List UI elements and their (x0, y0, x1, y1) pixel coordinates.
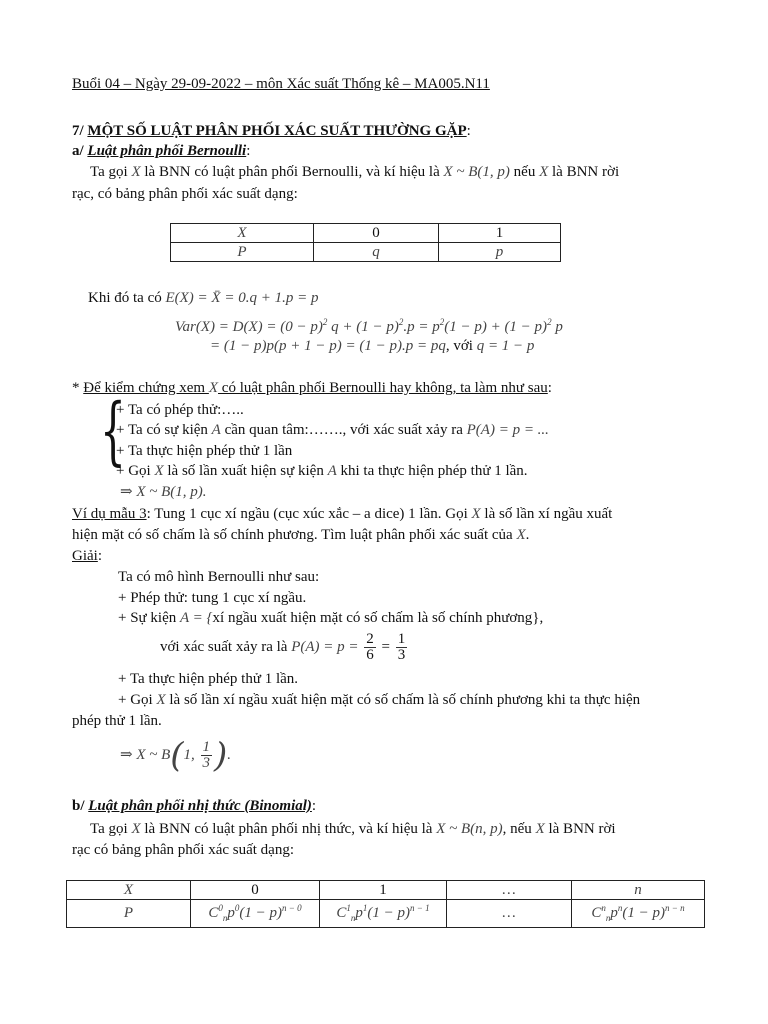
table-cell: $C^0_np^0(1 - p)^{n - 0}$ (191, 900, 320, 928)
binomial-definition-line1: Ta gọi X là BNN có luật phân phối nhị thức, và kí hiệu là X ~ B(n, p), nếu X là BNN rời (90, 821, 616, 837)
binomial-definition-line2: rạc có bảng phân phối xác suất dạng: (72, 842, 295, 858)
check-step-4: + Gọi X là số lần xuất hiện sự kiện A khi ta thực hiện phép thử 1 lần. (116, 463, 528, 479)
table-row (171, 224, 561, 243)
subsection-b-title: b/ Luật phân phối nhị thức (Binomial): (72, 798, 317, 814)
expectation-line: Khi đó ta có E(X) = X̄ = 0.q + 1.p = p (88, 290, 319, 306)
solution-step-2: + Phép thử: tung 1 cục xí ngầu. (118, 590, 307, 606)
table-cell: … (447, 900, 572, 928)
variance-line: $Var(X) = D(X) = (0 - p)^2$ $q + (1 - p)^2.p = p^2(1 - p) + (1 - p)^2$ p (175, 317, 563, 335)
solution-probability: với xác suất xảy ra là P(A) = p = $\frac{2}{6}$ = $\frac{1}{3}$ (160, 631, 406, 664)
table-cell: $C^1_np^1(1 - p)^{n - 1}$ (320, 900, 447, 928)
table-cell: X (67, 881, 191, 900)
solution-label: Giải: (72, 548, 102, 564)
solution-step-4: + Ta thực hiện phép thử 1 lần. (118, 671, 299, 687)
check-step-2: + Ta có sự kiện A cần quan tâm:……., với xác suất xảy ra P(A) = p = ... (116, 422, 549, 438)
subsection-a-title: a/ Luật phân phối Bernoulli: (72, 143, 251, 159)
bernoulli-table (170, 223, 561, 262)
table-cell: p (439, 243, 561, 262)
table-cell: 0 (191, 881, 320, 900)
table-cell: … (447, 881, 572, 900)
example-line1: Ví dụ mẫu 3: Tung 1 cục xí ngầu (cục xúc xắc – a dice) 1 lần. Gọi X là số lần xí ngầu xuất (72, 506, 613, 522)
fraction: $\frac{1}{3}$ (202, 739, 211, 772)
table-cell: 1 (439, 224, 561, 243)
check-title: * Để kiểm chứng xem X có luật phân phối Bernoulli hay không, ta làm như sau: (72, 380, 552, 396)
table-row (171, 243, 561, 262)
bernoulli-definition-line2: rạc, có bảng phân phối xác suất dạng: (72, 186, 298, 202)
example-line2: hiện mặt có số chấm là số chính phương. Tìm luật phân phối xác suất của X. (72, 527, 530, 543)
fraction: $\frac{2}{6}$ (366, 631, 374, 664)
table-cell: P (67, 900, 191, 928)
table-cell: X (171, 224, 314, 243)
fraction: $\frac{1}{3}$ (397, 631, 406, 664)
solution-step-3: + Sự kiện A = {xí ngầu xuất hiện mặt có số chấm là số chính phương}, (118, 610, 544, 626)
table-cell: 1 (320, 881, 447, 900)
variance-result-line: = (1 − p)p(p + 1 − p) = (1 − p).p = pq, với q = 1 − p (210, 338, 535, 354)
solution-result: ⇒ X ~ B(1, $\frac{1}{3}$ ). (120, 735, 232, 776)
brace-icon: { (100, 388, 126, 474)
check-step-3: + Ta thực hiện phép thử 1 lần (116, 443, 293, 459)
table-cell: 0 (314, 224, 439, 243)
table-row (67, 881, 705, 900)
page-header: Buổi 04 – Ngày 29-09-2022 – môn Xác suất Thống kê – MA005.N11 (72, 76, 490, 92)
table-row (67, 900, 705, 928)
solution-step-1: Ta có mô hình Bernoulli như sau: (118, 569, 320, 585)
table-cell: P (171, 243, 314, 262)
binomial-table (66, 880, 705, 928)
solution-step-5: + Gọi X là số lần xí ngầu xuất hiện mặt có số chấm là số chính phương khi ta thực hiện (118, 692, 641, 708)
table-cell: $C^n_np^n(1 - p)^{n - n}$ (572, 900, 705, 928)
section-title: 7/ MỘT SỐ LUẬT PHÂN PHỐI XÁC SUẤT THƯỜNG GẶP: (72, 123, 471, 139)
table-cell: q (314, 243, 439, 262)
check-step-1: + Ta có phép thử:….. (116, 402, 244, 418)
check-result: ⇒ X ~ B(1, p). (120, 484, 207, 500)
table-cell: n (572, 881, 705, 900)
bernoulli-definition-line1: Ta gọi X là BNN có luật phân phối Bernoulli, và kí hiệu là X ~ B(1, p) nếu X là BNN rời (90, 164, 620, 180)
solution-step-5-cont: phép thử 1 lần. (72, 713, 162, 729)
